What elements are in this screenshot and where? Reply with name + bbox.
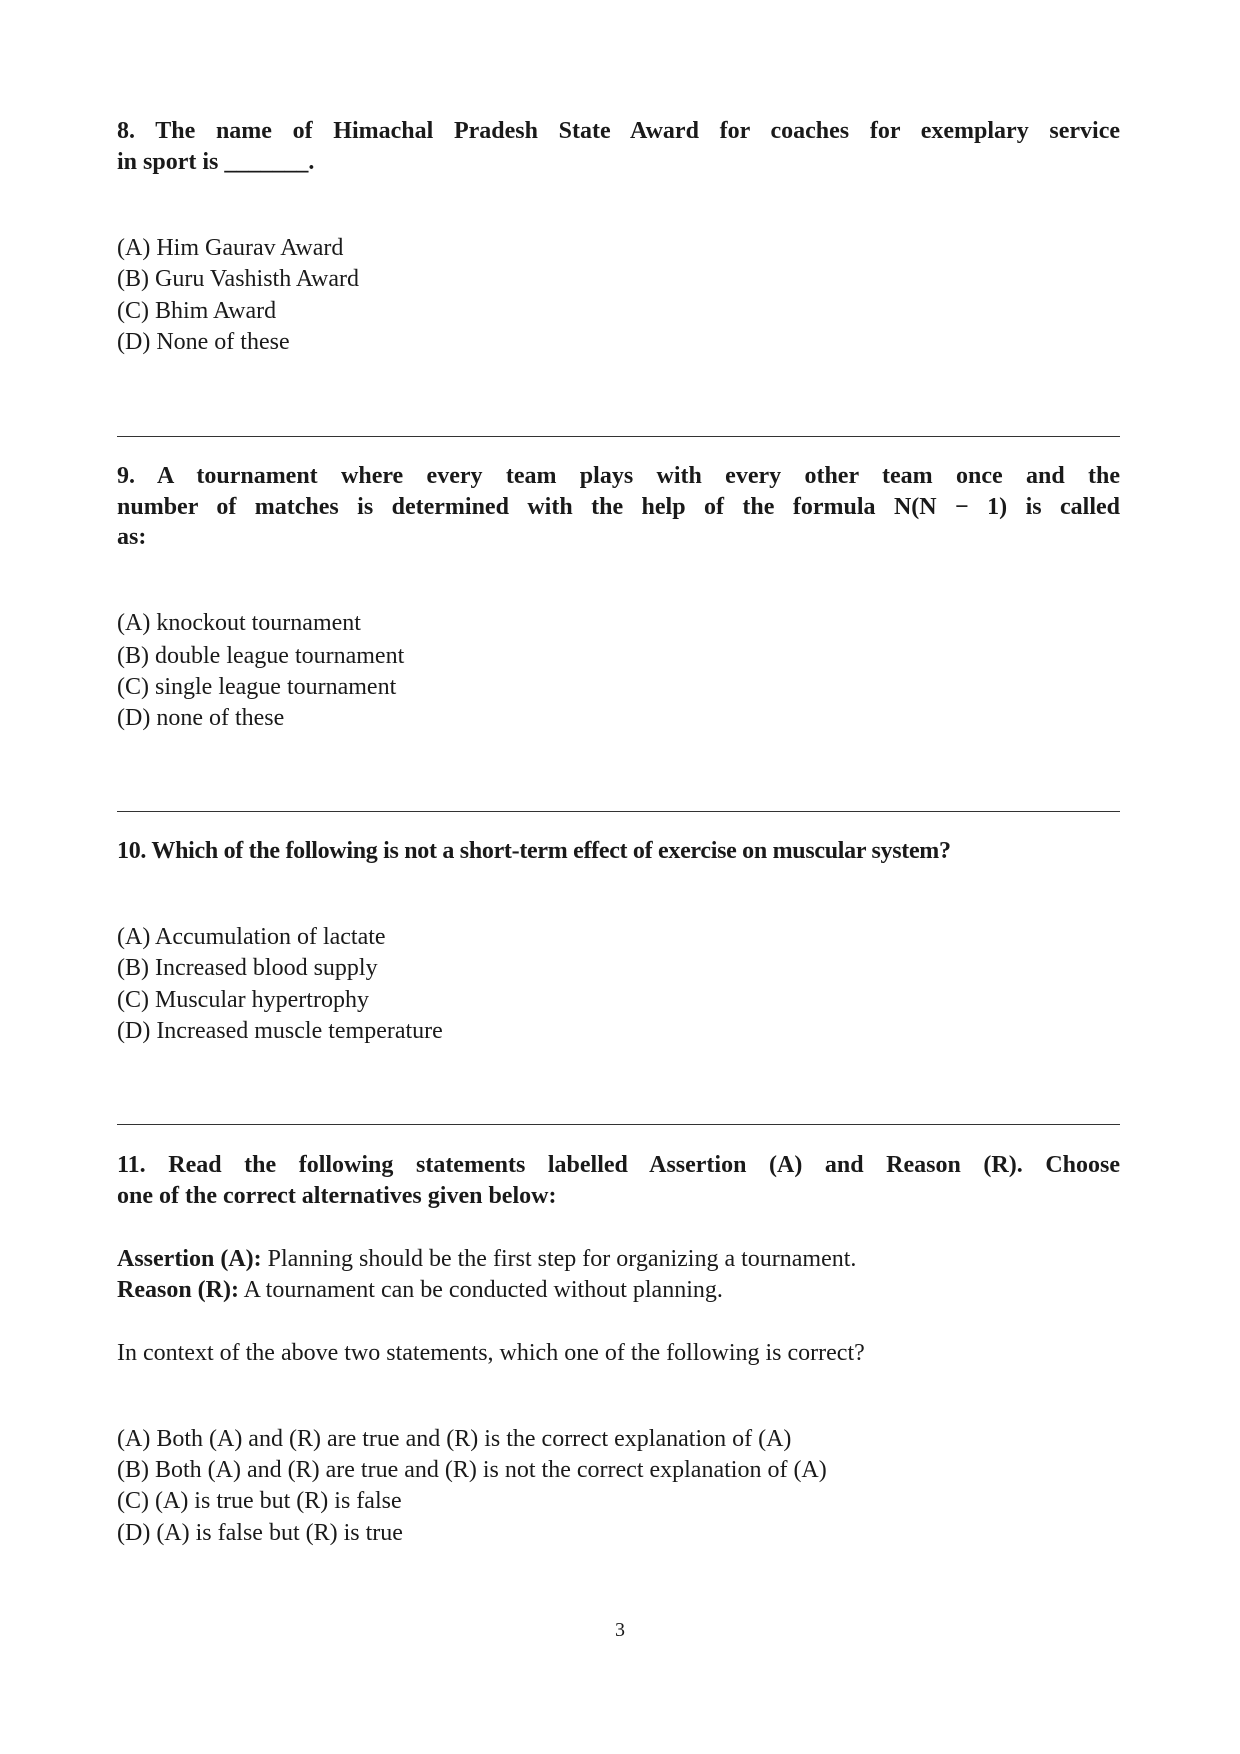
option: (C) Muscular hypertrophy	[117, 987, 369, 1013]
option: (C) Bhim Award	[117, 298, 277, 324]
option: (D) Increased muscle temperature	[117, 1018, 443, 1044]
option: (B) Increased blood supply	[117, 955, 378, 981]
assertion-label: Assertion (A):	[117, 1246, 262, 1272]
page-number: 3	[615, 1619, 625, 1641]
option: (A) Accumulation of lactate	[117, 924, 386, 950]
question-text: as:	[117, 524, 147, 550]
option: (A) Both (A) and (R) are true and (R) is the correct explanation of (A)	[117, 1426, 792, 1452]
question-text: 10. Which of the following is not a short-term effect of exercise on muscular system?	[117, 838, 951, 864]
divider	[117, 811, 1120, 812]
question-text: in sport is _______.	[117, 149, 315, 175]
option: (A) knockout tournament	[117, 610, 361, 636]
option: (A) Him Gaurav Award	[117, 235, 344, 261]
option: (D) None of these	[117, 329, 290, 355]
context-text: In context of the above two statements, which one of the following is correct?	[117, 1340, 865, 1366]
divider	[117, 436, 1120, 437]
question-text: 9. A tournament where every team plays with every other team once and the	[117, 463, 1120, 489]
question-text: number of matches is determined with the help of the formula N(N − 1) is called	[117, 494, 1120, 520]
option: (C) single league tournament	[117, 674, 397, 700]
option: (B) Both (A) and (R) are true and (R) is not the correct explanation of (A)	[117, 1457, 827, 1483]
reason-text: A tournament can be conducted without planning.	[238, 1277, 723, 1303]
question-text: 8. The name of Himachal Pradesh State Award for coaches for exemplary service	[117, 118, 1120, 144]
option: (D) (A) is false but (R) is true	[117, 1520, 403, 1546]
option: (B) Guru Vashisth Award	[117, 266, 360, 292]
assertion	[117, 1244, 1120, 1274]
option: (D) none of these	[117, 705, 285, 731]
question-text: 11. Read the following statements labelled Assertion (A) and Reason (R). Choose	[117, 1152, 1120, 1178]
option: (B) double league tournament	[117, 643, 405, 669]
reason-label: Reason (R):	[117, 1277, 239, 1303]
divider	[117, 1124, 1120, 1125]
assertion-text: Planning should be the first step for organizing a tournament.	[261, 1246, 857, 1272]
option: (C) (A) is true but (R) is false	[117, 1488, 402, 1514]
reason	[117, 1275, 1120, 1305]
question-text: one of the correct alternatives given below:	[117, 1183, 557, 1209]
